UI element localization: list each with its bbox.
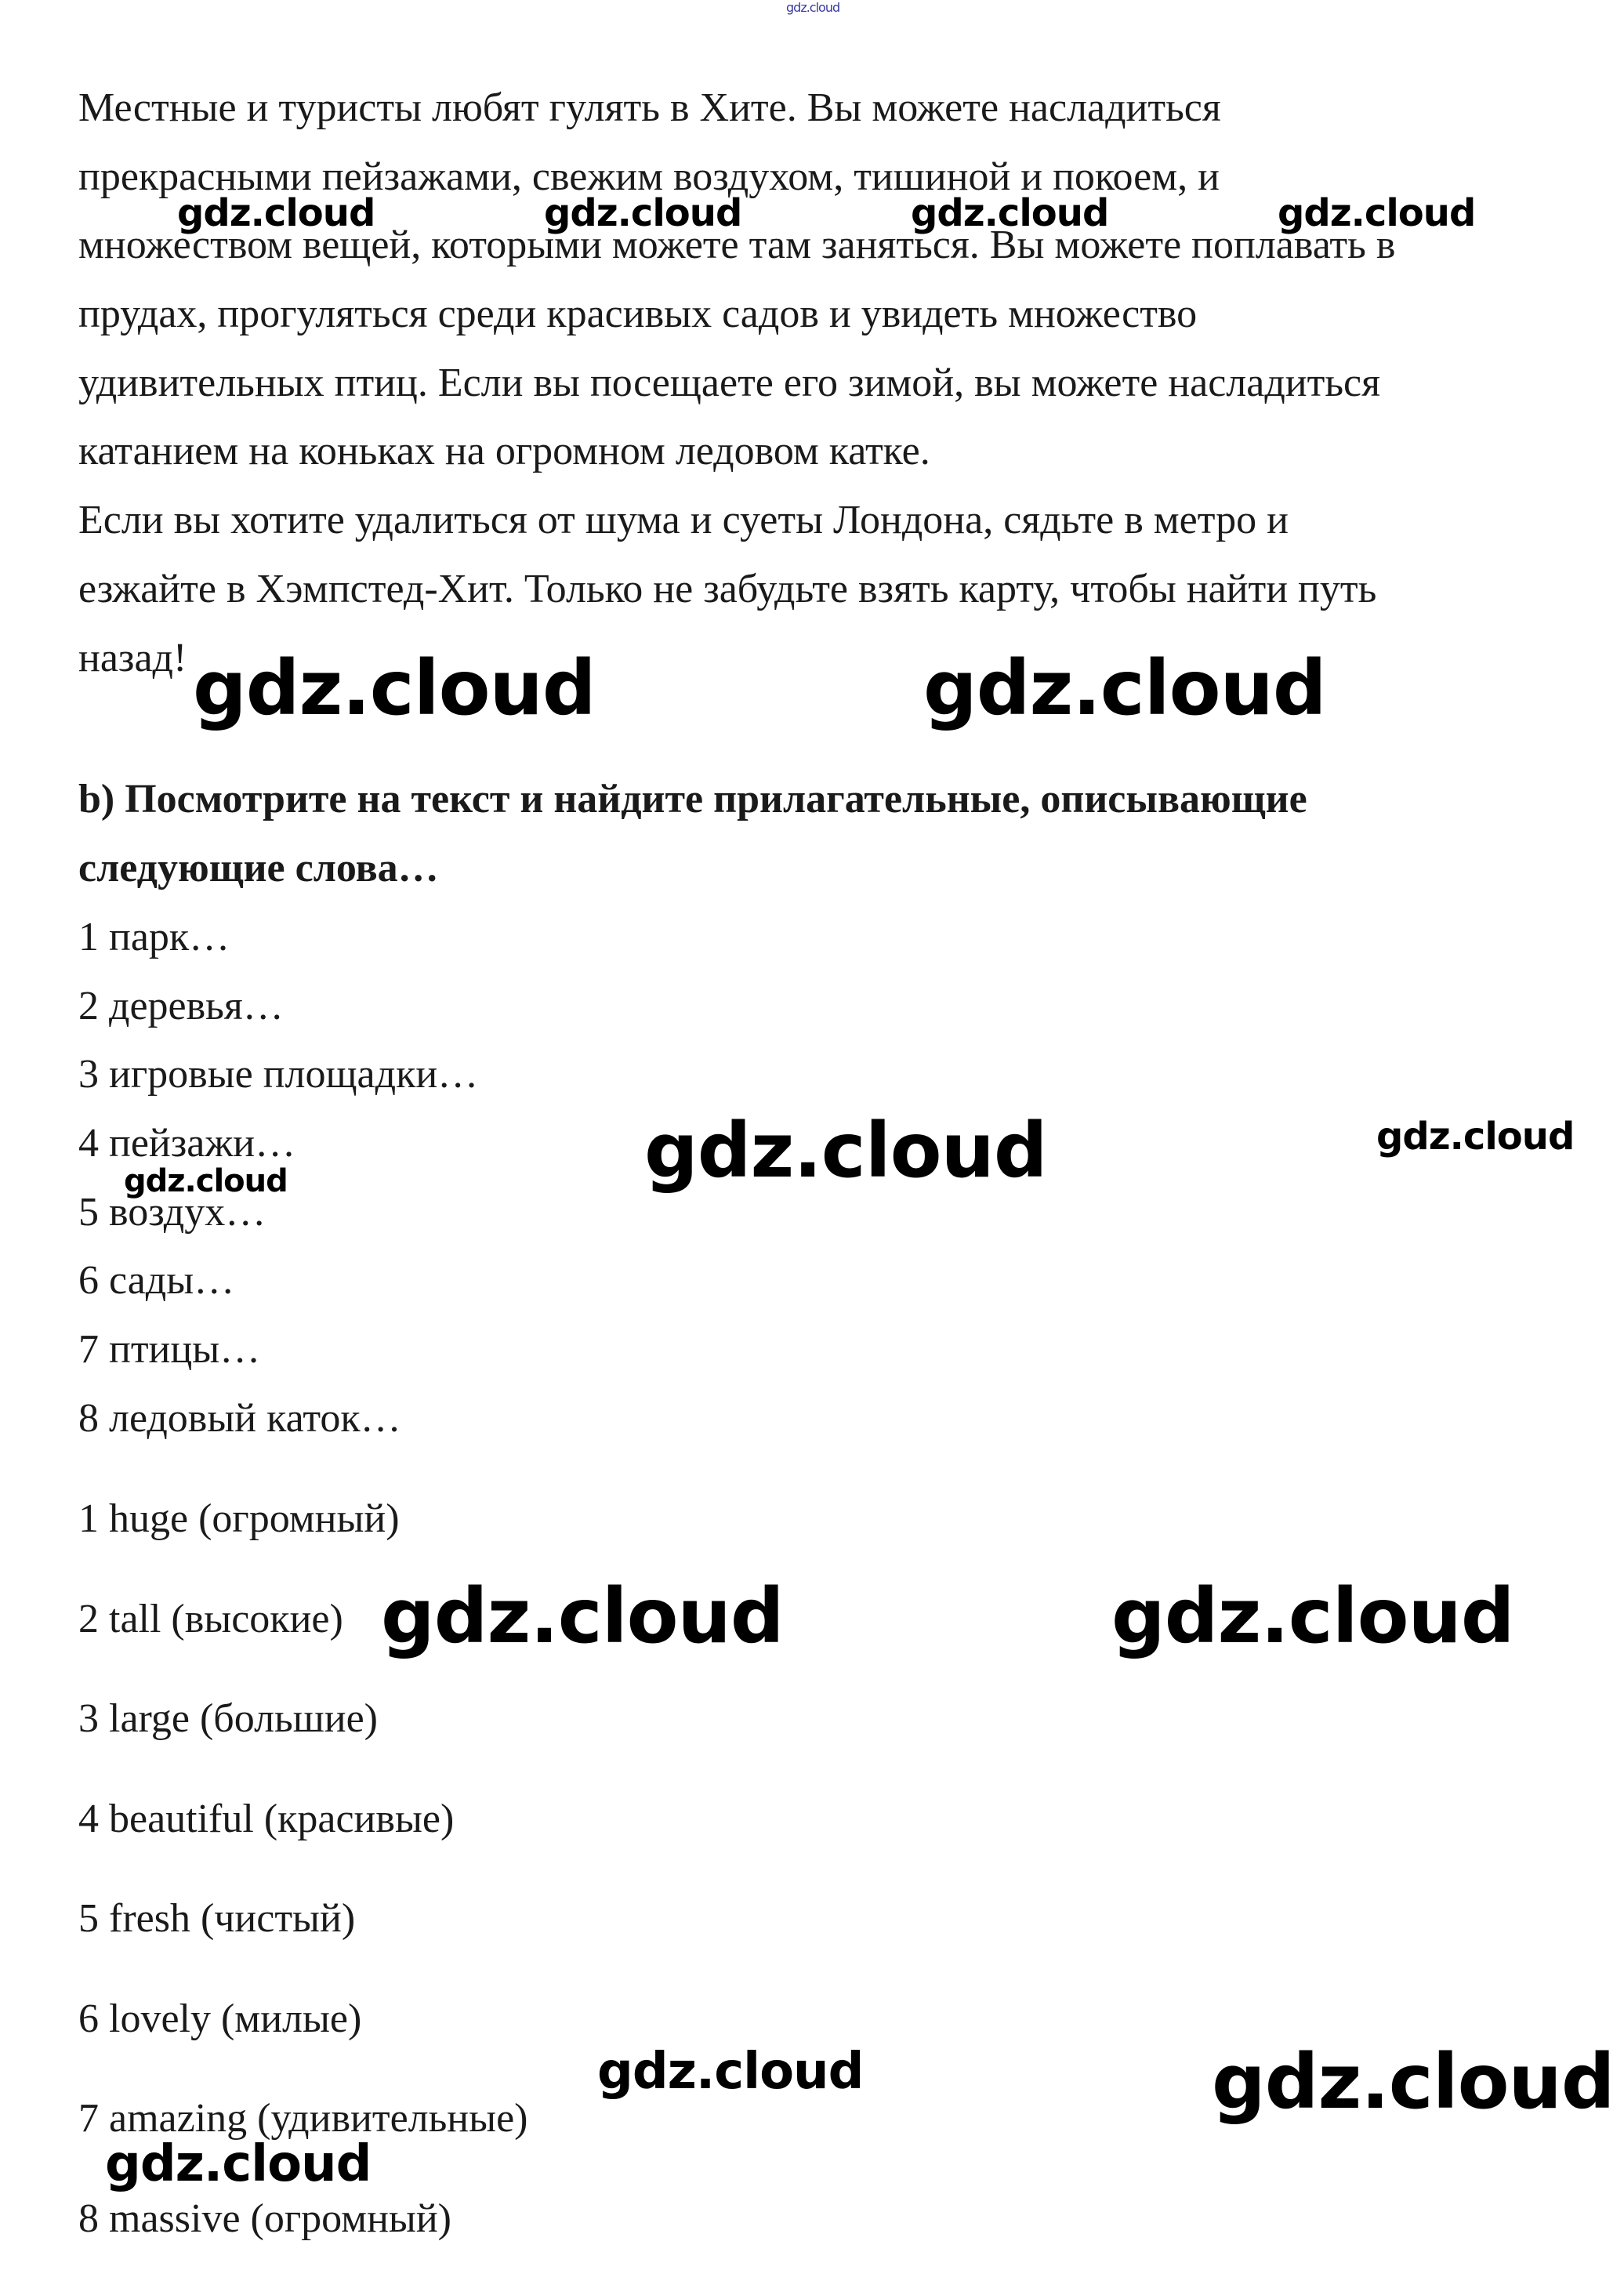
watermark-top: gdz.cloud: [786, 0, 840, 15]
paragraph-line: прекрасными пейзажами, свежим воздухом, тишиной и покоем, и: [78, 154, 1220, 199]
watermark: gdz.cloud: [1278, 191, 1476, 235]
paragraph-line: Местные и туристы любят гулять в Хите. Вы можете насладиться: [78, 85, 1221, 130]
watermark: gdz.cloud: [597, 2043, 864, 2101]
paragraph-line: удивительных птиц. Если вы посещаете его зимой, вы можете насладиться: [78, 361, 1381, 405]
question-item: 2 деревья…: [78, 984, 284, 1028]
question-item: 7 птицы…: [78, 1327, 261, 1372]
watermark: gdz.cloud: [381, 1572, 784, 1660]
paragraph-line: Если вы хотите удалиться от шума и суеты Лондона, сядьте в метро и: [78, 498, 1289, 542]
question-item: 3 игровые площадки…: [78, 1052, 479, 1097]
watermark: gdz.cloud: [1212, 2038, 1615, 2126]
paragraph-line: множеством вещей, которыми можете там заняться. Вы можете поплавать в: [78, 223, 1396, 267]
paragraph-line: катанием на коньках на огромном ледовом катке.: [78, 429, 930, 473]
task-heading-cont: следующие слова…: [78, 846, 439, 890]
answer-item: 4 beautiful (красивые): [78, 1797, 455, 1841]
watermark: gdz.cloud: [1111, 1572, 1514, 1660]
question-item: 4 пейзажи…: [78, 1121, 296, 1166]
watermark: gdz.cloud: [644, 1107, 1047, 1195]
watermark: gdz.cloud: [124, 1163, 288, 1199]
answer-item: 1 huge (огромный): [78, 1496, 400, 1541]
answer-item: 5 fresh (чистый): [78, 1896, 356, 1941]
watermark: gdz.cloud: [193, 644, 596, 732]
question-item: 8 ледовый каток…: [78, 1396, 401, 1441]
answer-item: 3 large (большие): [78, 1696, 379, 1741]
answer-item: 8 massive (огромный): [78, 2196, 451, 2241]
question-item: 5 воздух…: [78, 1190, 266, 1235]
question-item: 1 парк…: [78, 915, 230, 959]
paragraph-line: назад!: [78, 636, 187, 680]
paragraph-line: прудах, прогуляться среди красивых садов и увидеть множество: [78, 292, 1198, 336]
watermark: gdz.cloud: [1376, 1115, 1575, 1159]
watermark: gdz.cloud: [177, 191, 375, 235]
answer-item: 6 lovely (милые): [78, 1996, 362, 2041]
answer-item: 2 tall (высокие): [78, 1597, 343, 1641]
answer-item: 7 amazing (удивительные): [78, 2096, 528, 2141]
watermark: gdz.cloud: [923, 644, 1326, 732]
watermark: gdz.cloud: [911, 191, 1109, 235]
task-heading: b) Посмотрите на текст и найдите прилагательные, описывающие: [78, 777, 1307, 821]
watermark: gdz.cloud: [544, 191, 742, 235]
paragraph-line: езжайте в Хэмпстед-Хит. Только не забудьте взять карту, чтобы найти путь: [78, 567, 1377, 611]
question-item: 6 сады…: [78, 1258, 235, 1303]
watermark: gdz.cloud: [105, 2135, 372, 2193]
